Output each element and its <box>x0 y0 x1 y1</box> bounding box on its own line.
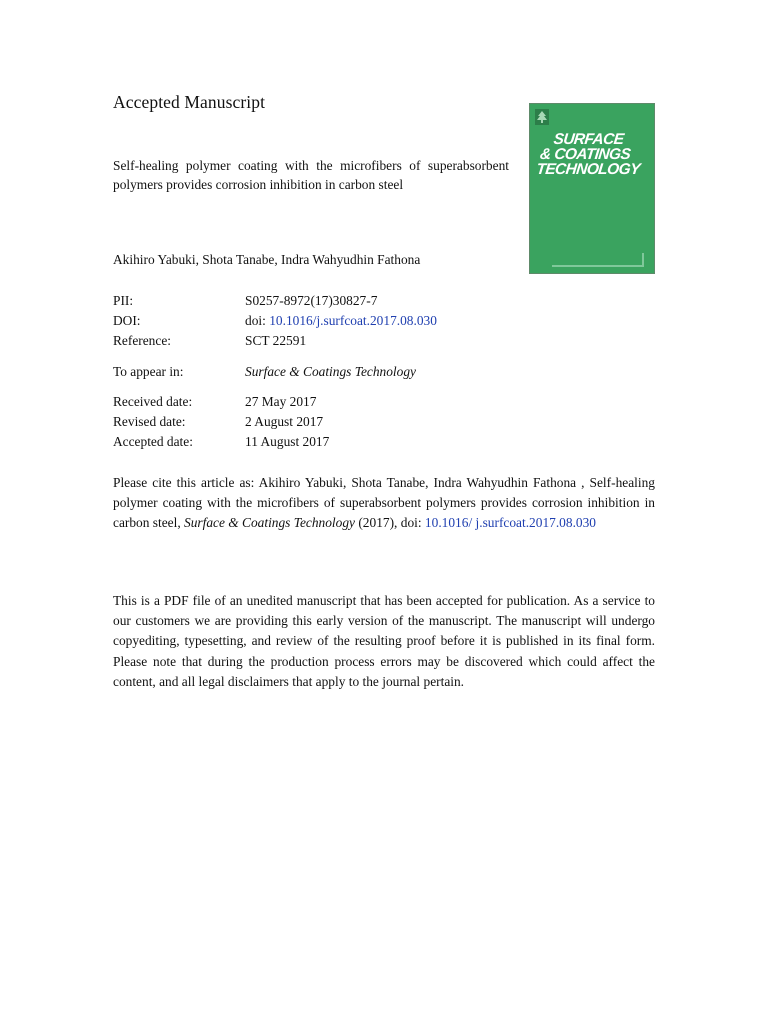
citation-paragraph <box>113 473 655 534</box>
cover-footer-mark <box>642 253 644 267</box>
authors: Akihiro Yabuki, Shota Tanabe, Indra Wahyudhin Fathona <box>113 252 421 267</box>
accepted-value: 11 August 2017 <box>245 434 330 449</box>
elsevier-logo-icon <box>535 109 549 125</box>
cover-title-line-1: SURFACE <box>552 131 625 148</box>
page-heading: Accepted Manuscript <box>113 92 266 112</box>
metadata-dates <box>113 392 329 452</box>
cover-title <box>536 132 644 177</box>
citation-year: (2017), doi: <box>355 515 425 531</box>
citation-doi-link[interactable]: 10.1016/ j.surfcoat.2017.08.030 <box>424 515 597 531</box>
meta-row-received <box>113 392 329 412</box>
revised-label: Revised date: <box>113 414 186 429</box>
meta-row-revised <box>113 412 329 432</box>
accepted-label: Accepted date: <box>113 434 193 449</box>
cover-title-line-2: & COATINGS <box>539 146 632 163</box>
pii-label: PII: <box>113 293 134 308</box>
metadata-journal <box>113 362 416 382</box>
reference-value: SCT 22591 <box>245 333 307 348</box>
appear-value: Surface & Coatings Technology <box>245 364 416 379</box>
article-title: Self-healing polymer coating with the microfibers of superabsorbent polymers provides corrosion inhibition in carbon steel <box>113 158 509 192</box>
meta-row-appear <box>113 362 416 382</box>
appear-label: To appear in: <box>113 364 184 379</box>
received-label: Received date: <box>113 394 193 409</box>
pii-value: S0257-8972(17)30827-7 <box>245 293 378 308</box>
citation-journal: Surface & Coatings Technology <box>184 515 355 531</box>
meta-row-pii <box>113 291 437 311</box>
received-value: 27 May 2017 <box>245 394 317 409</box>
reference-label: Reference: <box>113 333 171 348</box>
metadata-ids <box>113 291 437 351</box>
doi-link[interactable]: 10.1016/j.surfcoat.2017.08.030 <box>269 313 437 328</box>
citation-text: Please cite this article as: Akihiro Yabuki, Shota Tanabe, Indra Wahyudhin Fathona , Self-healing polymer coating with the microfibers of superabsorbent polymers provides corrosion inhibition in carbon steel, <box>113 475 655 531</box>
meta-row-accepted <box>113 432 329 452</box>
cover-footer-rule <box>552 265 642 267</box>
doi-label: DOI: <box>113 313 141 328</box>
revised-value: 2 August 2017 <box>245 414 324 429</box>
doi-prefix: doi: <box>245 313 266 328</box>
meta-row-doi <box>113 311 437 331</box>
cover-title-line-3: TECHNOLOGY <box>535 161 641 178</box>
disclaimer-paragraph: This is a PDF file of an unedited manuscript that has been accepted for publication. As a service to our customers we are providing this early version of the manuscript. The manuscript will undergo copyediting, typesetting, and review of the resulting proof before it is published in its final form. Please note that during the production process errors may be discovered which could affect the content, and all legal disclaimers that apply to the journal pertain. <box>113 593 655 689</box>
journal-cover-image <box>529 103 655 274</box>
meta-row-reference <box>113 331 437 351</box>
